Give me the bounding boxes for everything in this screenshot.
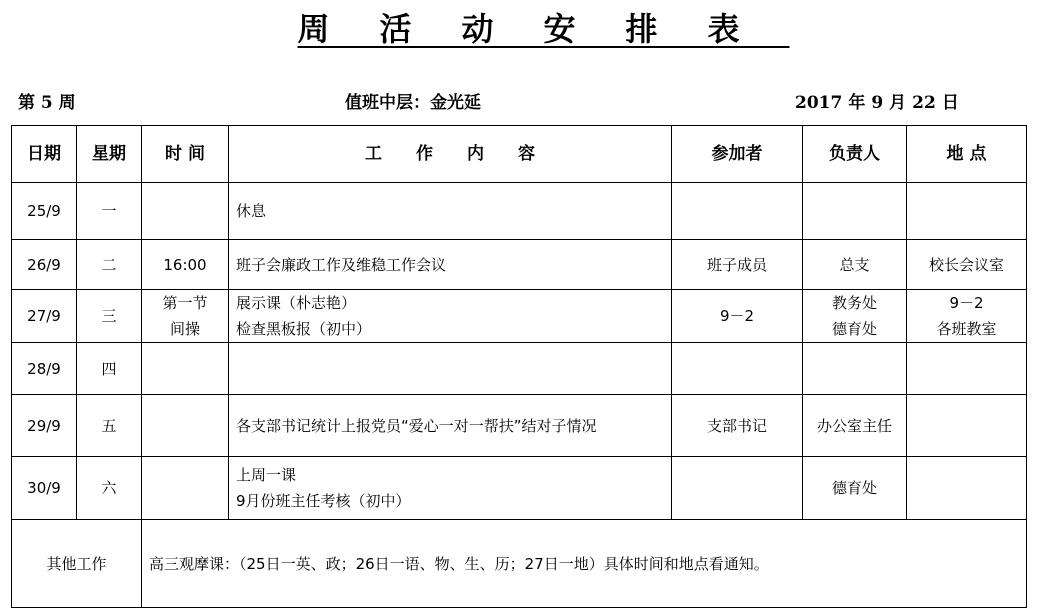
responsible-cell <box>803 343 907 395</box>
other-work-label: 其他工作 <box>12 520 142 608</box>
other-work-content: 高三观摩课：（25日一英、政；26日一语、物、生、历；27日一地）具体时间和地点看通知。 <box>142 520 1027 608</box>
participants-cell <box>672 240 803 290</box>
weekday-cell: 一 <box>77 183 142 240</box>
col-header-date: 日期 <box>12 126 77 183</box>
responsible-cell-line: 教务处 <box>831 294 877 312</box>
date-cell: 30/9 <box>12 457 77 520</box>
page-title: 周活动安排表 <box>297 10 790 48</box>
location-cell <box>907 240 1027 290</box>
weekday-cell: 六 <box>77 457 142 520</box>
week-label: 第 5 周 <box>18 93 76 113</box>
responsible-cell <box>803 240 907 290</box>
content-cell <box>229 457 672 520</box>
table-row <box>12 457 1027 520</box>
date-cell: 28/9 <box>12 343 77 395</box>
content-cell-line: 休息 <box>236 202 267 220</box>
col-header-responsible: 负责人 <box>803 126 907 183</box>
col-header-location: 地 点 <box>907 126 1027 183</box>
content-cell-line: 班子会廉政工作及维稳工作会议 <box>236 255 447 274</box>
time-cell <box>142 290 229 343</box>
location-cell-line: 9－2 <box>949 294 984 312</box>
col-header-weekday: 星期 <box>77 126 142 183</box>
time-cell <box>142 457 229 520</box>
participants-cell <box>672 343 803 395</box>
participants-cell-line: 支部书记 <box>706 416 767 435</box>
responsible-cell <box>803 183 907 240</box>
responsible-cell-line: 德育处 <box>831 479 877 497</box>
col-header-time: 时 间 <box>142 126 229 183</box>
time-cell-line: 16:00 <box>163 255 207 274</box>
content-cell <box>229 183 672 240</box>
time-cell <box>142 240 229 290</box>
time-cell <box>142 343 229 395</box>
weekday-cell: 五 <box>77 395 142 457</box>
time-cell-line: 间操 <box>169 320 200 338</box>
location-cell-line: 校长会议室 <box>928 255 1004 274</box>
participants-cell-line: 9－2 <box>719 307 755 325</box>
report-date: 2017 年 9 月 22 日 <box>795 93 959 113</box>
date-cell: 29/9 <box>12 395 77 457</box>
content-cell-line: 9月份班主任考核（初中） <box>236 492 411 510</box>
time-cell <box>142 395 229 457</box>
content-cell-line: 各支部书记统计上报党员“爱心一对一帮扶”结对子情况 <box>236 416 597 435</box>
other-work-row <box>12 520 1027 608</box>
date-cell: 26/9 <box>12 240 77 290</box>
participants-cell <box>672 457 803 520</box>
weekday-cell: 二 <box>77 240 142 290</box>
table-row <box>12 290 1027 343</box>
location-cell <box>907 183 1027 240</box>
content-cell-line: 展示课（朴志艳） <box>236 294 357 312</box>
content-cell-line: 上周一课 <box>236 466 297 484</box>
location-cell <box>907 290 1027 343</box>
participants-cell <box>672 183 803 240</box>
responsible-cell <box>803 290 907 343</box>
weekday-cell: 四 <box>77 343 142 395</box>
time-cell <box>142 183 229 240</box>
content-cell <box>229 240 672 290</box>
weekday-cell: 三 <box>77 290 142 343</box>
duty-leader: 值班中层：金光延 <box>345 93 481 113</box>
schedule-table <box>11 125 1027 608</box>
participants-cell <box>672 290 803 343</box>
table-row <box>12 183 1027 240</box>
col-header-participants: 参加者 <box>672 126 803 183</box>
content-cell-line: 检查黑板报（初中） <box>236 320 372 338</box>
location-cell <box>907 343 1027 395</box>
col-header-content: 工作内容 <box>229 126 672 183</box>
time-cell-line: 第一节 <box>162 294 208 312</box>
content-cell <box>229 395 672 457</box>
content-cell <box>229 290 672 343</box>
table-row <box>12 395 1027 457</box>
date-cell: 27/9 <box>12 290 77 343</box>
location-cell <box>907 395 1027 457</box>
responsible-cell <box>803 457 907 520</box>
table-header-row <box>12 126 1027 183</box>
responsible-cell-line: 德育处 <box>831 320 877 338</box>
content-cell <box>229 343 672 395</box>
date-cell: 25/9 <box>12 183 77 240</box>
responsible-cell-line: 办公室主任 <box>816 416 892 435</box>
participants-cell-line: 班子成员 <box>706 255 767 274</box>
location-cell-line: 各班教室 <box>936 320 997 338</box>
table-row <box>12 343 1027 395</box>
participants-cell <box>672 395 803 457</box>
responsible-cell <box>803 395 907 457</box>
responsible-cell-line: 总支 <box>839 255 870 274</box>
table-row <box>12 240 1027 290</box>
location-cell <box>907 457 1027 520</box>
